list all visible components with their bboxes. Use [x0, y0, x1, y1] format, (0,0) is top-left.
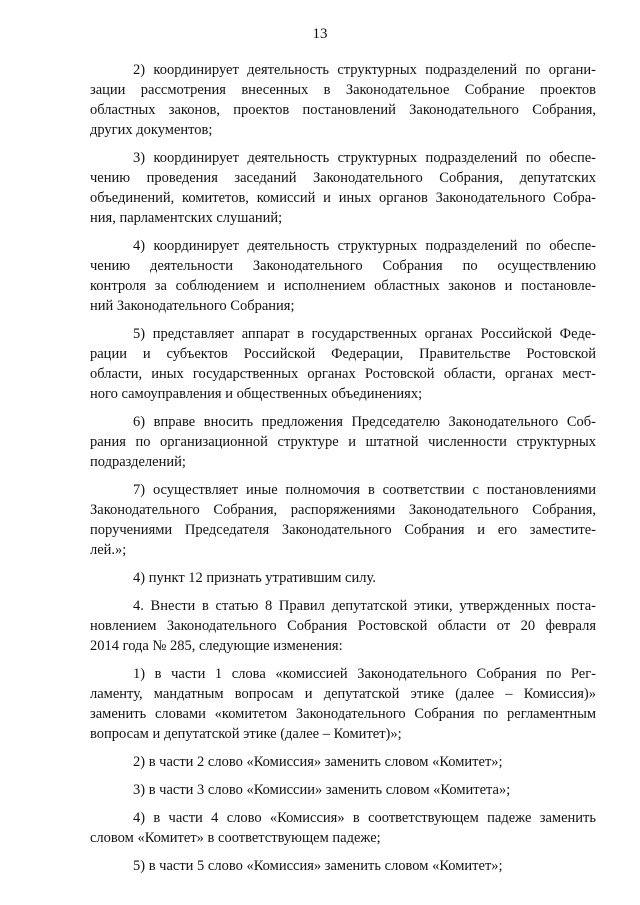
text-line: 3) координирует деятельность структурных подразделений по обеспе- — [133, 150, 596, 166]
text-line: 4. Внести в статью 8 Правил депутатской этики, утвержденных поста- — [133, 598, 596, 614]
text-line: ния, парламентских слушаний; — [90, 210, 283, 226]
paragraph-change-4 — [90, 808, 596, 848]
paragraph-change-3 — [90, 780, 596, 800]
text-line: 4) в части 4 слово «Комиссия» в соответствующем падеже заменить — [133, 810, 596, 826]
paragraph-item-7 — [90, 480, 596, 560]
text-line: поручениями Председателя Законодательного Собрания и его заместите- — [90, 522, 596, 538]
text-line: 2) координирует деятельность структурных подразделений по органи- — [133, 62, 596, 78]
paragraph-item-6 — [90, 412, 596, 472]
text-line: ламенту, мандатным вопросам и депутатской этике (далее – Комиссия)» — [90, 686, 596, 702]
text-line: 5) в части 5 слово «Комиссия» заменить словом «Комитет»; — [133, 858, 503, 874]
text-line: областных законов, проектов постановлений Законодательного Собрания, — [90, 102, 596, 118]
paragraph-item-4 — [90, 236, 596, 316]
text-line: 2014 года № 285, следующие изменения: — [90, 638, 343, 654]
document-body — [90, 60, 596, 884]
text-line: области, иных государственных органах Ростовской области, органах мест- — [90, 366, 596, 382]
text-line: 3) в части 3 слово «Комиссии» заменить словом «Комитета»; — [133, 782, 511, 798]
paragraph-item-3 — [90, 148, 596, 228]
text-line: рания по организационной структуре и штатной численности структурных — [90, 434, 596, 450]
paragraph-section-4 — [90, 596, 596, 656]
text-line: объединений, комитетов, комиссий и иных органов Законодательного Собра- — [90, 190, 596, 206]
text-line: других документов; — [90, 122, 213, 138]
text-line: зации рассмотрения внесенных в Законодательное Собрание проектов — [90, 82, 596, 98]
text-line: чению проведения заседаний Законодательного Собрания, депутатских — [90, 170, 596, 186]
paragraph-item-2 — [90, 60, 596, 140]
text-line: ний Законодательного Собрания; — [90, 298, 295, 314]
text-line: Законодательного Собрания, распоряжениями Законодательного Собрания, — [90, 502, 596, 518]
text-line: вопросам и депутатской этике (далее – Комитет)»; — [90, 726, 402, 742]
text-line: 7) осуществляет иные полномочия в соответствии с постановлениями — [133, 482, 596, 498]
text-line: подразделений; — [90, 454, 186, 470]
text-line: 4) координирует деятельность структурных подразделений по обеспе- — [133, 238, 596, 254]
text-line: 1) в части 1 слова «комиссией Законодательного Собрания по Рег- — [133, 666, 596, 682]
text-line: словом «Комитет» в соответствующем падеже; — [90, 830, 381, 846]
paragraph-change-5 — [90, 856, 596, 876]
paragraph-change-1 — [90, 664, 596, 744]
text-line: новлением Законодательного Собрания Ростовской области от 20 февраля — [90, 618, 596, 634]
text-line: 2) в части 2 слово «Комиссия» заменить словом «Комитет»; — [133, 754, 503, 770]
paragraph-change-2 — [90, 752, 596, 772]
text-line: ного самоуправления и общественных объединениях; — [90, 386, 423, 402]
text-line: 5) представляет аппарат в государственных органах Российской Феде- — [133, 326, 596, 342]
text-line: 6) вправе вносить предложения Председателю Законодательного Соб- — [133, 414, 596, 430]
text-line: контроля за соблюдением и исполнением областных законов и постановле- — [90, 278, 596, 294]
text-line: лей.»; — [90, 542, 127, 558]
text-line: рации и субъектов Российской Федерации, Правительстве Ростовской — [90, 346, 596, 362]
page-number: 13 — [312, 26, 328, 42]
paragraph-item-5 — [90, 324, 596, 404]
text-line: 4) пункт 12 признать утратившим силу. — [133, 570, 376, 586]
paragraph-clause-4 — [90, 568, 596, 588]
text-line: чению деятельности Законодательного Собрания по осуществлению — [90, 258, 596, 274]
text-line: заменить словами «комитетом Законодательного Собрания по регламентным — [90, 706, 596, 722]
